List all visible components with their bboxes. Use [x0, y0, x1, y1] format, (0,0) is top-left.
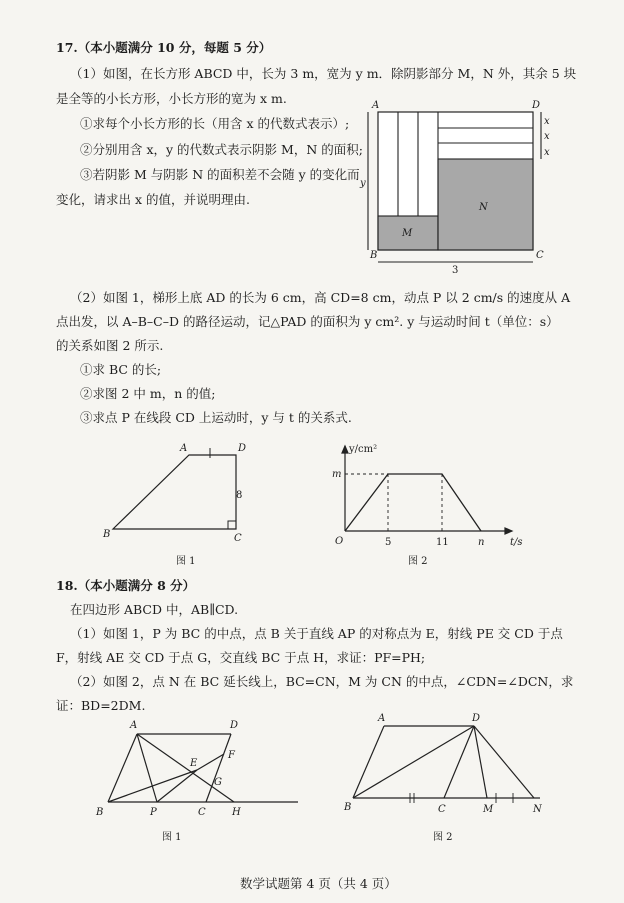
graph-caption: 图 2 [408, 556, 428, 567]
q18f1-label-f: F [228, 750, 235, 761]
q17-title: 17.（本小题满分 10 分，每题 5 分） [56, 40, 272, 55]
q17-part2-line2: 点出发，以 A–B–C–D 的路径运动，记△PAD 的面积为 y cm². y 与运动时间 t（单位：s） [56, 314, 559, 329]
q18f2-label-m: M [483, 804, 494, 815]
trap-label-edge: 8 [236, 490, 243, 501]
trap-label-b: B [103, 529, 111, 540]
q18-title: 18.（本小题满分 8 分） [56, 578, 196, 593]
q18-intro: 在四边形 ABCD 中，AB∥CD. [70, 602, 239, 617]
page-footer: 数学试题第 4 页（共 4 页） [240, 876, 397, 891]
q17-part1-line2: 是全等的小长方形，小长方形的宽为 x m. [56, 91, 287, 106]
q17-sub1: ①求每个小长方形的长（用含 x 的代数式表示）; [80, 116, 350, 131]
q18f1-caption: 图 1 [162, 832, 182, 843]
q18f1-label-c: C [198, 807, 206, 818]
graph-label-m: m [332, 469, 342, 480]
q17-part2-line1: （2）如图 1，梯形上底 AD 的长为 6 cm，高 CD=8 cm，动点 P 以 2 cm/s 的速度从 A [70, 290, 571, 305]
graph-tick-n: n [478, 537, 485, 548]
q18f2-caption: 图 2 [433, 832, 453, 843]
q18f1-label-e: E [190, 758, 198, 769]
q18-part1-line2: F，射线 AE 交 CD 于点 G，交直线 BC 于点 H，求证：PF=PH; [56, 650, 426, 665]
rect-label-x1: x [544, 116, 550, 127]
q18-part2-line2: 证：BD=2DM. [56, 698, 146, 713]
q18f2-label-n: N [533, 804, 542, 815]
rect-label-n: N [479, 202, 488, 213]
q17-sub3-line2: 变化，请求出 x 的值，并说明理由. [56, 192, 250, 207]
q18f1-label-a: A [130, 720, 138, 731]
q18f1-label-g: G [214, 777, 222, 788]
q18f1-label-p: P [150, 807, 157, 818]
graph-tick-11: 11 [436, 537, 449, 548]
q18f2-label-a: A [378, 713, 386, 724]
rect-label-x2: x [544, 131, 550, 142]
rect-label-c: C [536, 250, 544, 261]
q17-q2-3: ③求点 P 在线段 CD 上运动时，y 与 t 的关系式. [80, 410, 352, 425]
trap-label-a: A [180, 443, 188, 454]
q18f2-label-b: B [344, 802, 352, 813]
trap-caption: 图 1 [176, 556, 196, 567]
q18-part2-line1: （2）如图 2，点 N 在 BC 延长线上，BC=CN，M 为 CN 的中点，∠CDN=∠DCN，求 [70, 674, 574, 689]
q18f1-label-d: D [230, 720, 239, 731]
q17-q2-1: ①求 BC 的长; [80, 362, 162, 377]
rect-label-m: M [402, 228, 413, 239]
rect-label-a: A [372, 100, 380, 111]
q18f1-label-h: H [232, 807, 241, 818]
q18f2-label-d: D [472, 713, 481, 724]
graph-tick-5: 5 [385, 537, 392, 548]
graph-ylabel: y/cm² [349, 444, 378, 455]
rect-label-length: 3 [452, 265, 459, 276]
q17-sub3-line1: ③若阴影 M 与阴影 N 的面积差不会随 y 的变化而 [80, 167, 360, 182]
graph-xlabel: t/s [510, 537, 523, 548]
q17-q2-2: ②求图 2 中 m，n 的值; [80, 386, 216, 401]
trap-label-d: D [238, 443, 247, 454]
rect-label-d: D [532, 100, 541, 111]
q18-part1-line1: （1）如图 1，P 为 BC 的中点，点 B 关于直线 AP 的对称点为 E，射线 PE 交 CD 于点 [70, 626, 563, 641]
rect-label-b: B [370, 250, 378, 261]
q17-part1-line1: （1）如图，在长方形 ABCD 中，长为 3 m，宽为 y m．除阴影部分 M，N 外，其余 5 块 [70, 66, 577, 81]
trap-label-c: C [234, 533, 242, 544]
rect-label-width: y [360, 178, 366, 189]
q18f1-label-b: B [96, 807, 104, 818]
q17-sub2: ②分别用含 x，y 的代数式表示阴影 M，N 的面积; [80, 142, 363, 157]
rect-label-x3: x [544, 147, 550, 158]
q18f2-label-c: C [438, 804, 446, 815]
graph-label-o: O [335, 536, 344, 547]
q17-part2-line3: 的关系如图 2 所示. [56, 338, 164, 353]
